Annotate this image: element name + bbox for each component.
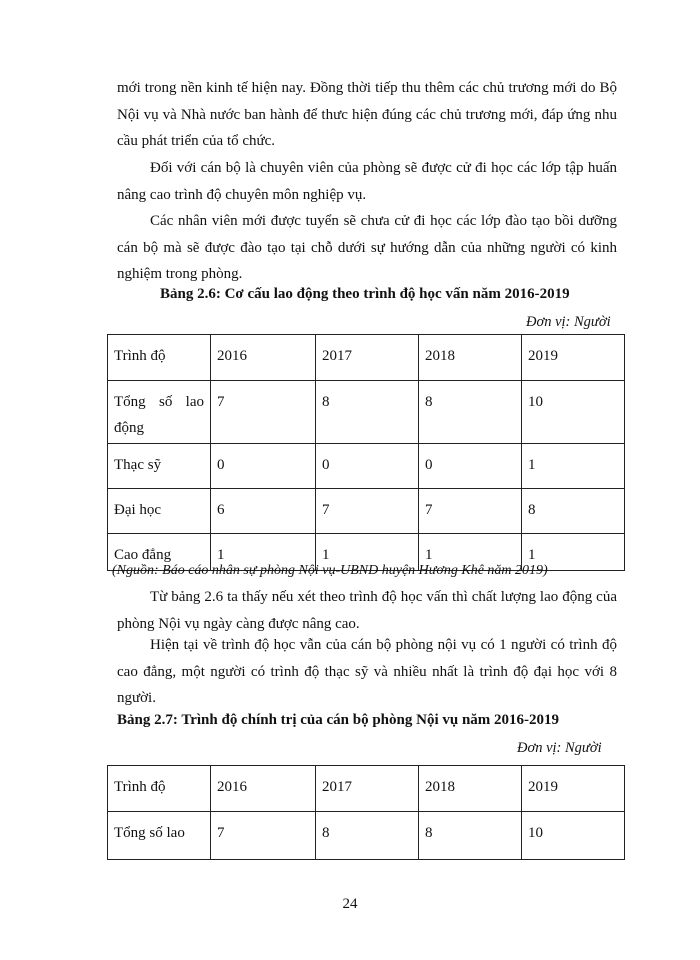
- table-2-6-caption: Bảng 2.6: Cơ cấu lao động theo trình độ học vấn năm 2016-2019: [160, 286, 570, 302]
- paragraph-3: Các nhân viên mới được tuyển sẽ chưa cử đi học các lớp đào tạo bồi dưỡng cán bộ mà sẽ được đào tạo tại chỗ dưới sự hướng dẫn của những người có kinh nghiệm trong phòng.: [117, 213, 617, 282]
- table-header-cell: Trình độ: [108, 766, 211, 812]
- table-header-cell: 2019: [521, 335, 624, 381]
- table-cell: 8: [521, 489, 624, 534]
- table-cell: 0: [210, 444, 315, 489]
- table-cell: 1: [418, 534, 521, 571]
- table-header-cell: 2017: [316, 766, 419, 812]
- paragraph-4: Từ bảng 2.6 ta thấy nếu xét theo trình độ học vấn thì chất lượng lao động của phòng Nội vụ ngày càng được nâng cao.: [117, 589, 617, 632]
- paragraph-2: Đối với cán bộ là chuyên viên của phòng sẽ được cử đi học các lớp tập huấn nâng cao trình độ chuyên môn nghiệp vụ.: [117, 160, 617, 203]
- table-2-6-unit: Đơn vị: Người: [526, 314, 611, 330]
- table-cell: 7: [210, 381, 315, 444]
- table-header-cell: 2019: [521, 766, 624, 812]
- table-row: [108, 444, 625, 489]
- table-cell: 10: [521, 812, 624, 860]
- table-cell: Đại học: [108, 489, 211, 534]
- table-2-6: [107, 334, 625, 571]
- paragraph-5: Hiện tại về trình độ học vẫn của cán bộ phòng nội vụ có 1 người có trình độ cao đẳng, một người có trình độ thạc sỹ và nhiều nhất là trình độ đại học với 8 người.: [117, 637, 617, 706]
- table-header-cell: 2018: [418, 766, 521, 812]
- table-2-6-source: (Nguồn: Báo cáo nhân sự phòng Nội vụ-UBND huyện Hương Khê năm 2019): [112, 563, 548, 578]
- table-cell: 0: [418, 444, 521, 489]
- table-cell: 1: [521, 444, 624, 489]
- table-header-cell: 2016: [210, 335, 315, 381]
- table-row: [108, 489, 625, 534]
- table-cell: Thạc sỹ: [108, 444, 211, 489]
- paragraph-1: mới trong nền kinh tế hiện nay. Đồng thời tiếp thu thêm các chủ trương mới do Bộ Nội vụ và Nhà nước ban hành để thưc hiện đúng các chủ trương mới, đáp ứng nhu cầu phát triển của tổ chức.: [117, 80, 617, 149]
- table-cell: 6: [210, 489, 315, 534]
- table-cell: Tổng số lao động: [108, 381, 211, 444]
- table-cell: 7: [418, 489, 521, 534]
- table-row: [108, 381, 625, 444]
- table-cell: 8: [316, 812, 419, 860]
- table-cell: 8: [418, 381, 521, 444]
- table-2-7: [107, 765, 625, 860]
- table-header-cell: Trình độ: [108, 335, 211, 381]
- table-cell: 1: [316, 534, 419, 571]
- table-header-cell: 2018: [418, 335, 521, 381]
- table-row-header: [108, 766, 625, 812]
- table-cell: 10: [521, 381, 624, 444]
- table-cell: 1: [210, 534, 315, 571]
- page-number: 24: [342, 896, 358, 912]
- table-cell: 0: [316, 444, 419, 489]
- table-2-7-unit: Đơn vị: Người: [517, 740, 602, 756]
- table-row-header: [108, 335, 625, 381]
- table-header-cell: 2017: [316, 335, 419, 381]
- table-cell: 1: [521, 534, 624, 571]
- table-row: [108, 812, 625, 860]
- table-header-cell: 2016: [210, 766, 315, 812]
- table-cell: 7: [316, 489, 419, 534]
- table-cell: Cao đẳng: [108, 534, 211, 571]
- table-cell: 8: [316, 381, 419, 444]
- table-2-7-caption: Bảng 2.7: Trình độ chính trị của cán bộ phòng Nội vụ năm 2016-2019: [117, 712, 560, 728]
- table-cell: 7: [210, 812, 315, 860]
- table-cell: Tổng số lao: [108, 812, 211, 860]
- table-cell: 8: [418, 812, 521, 860]
